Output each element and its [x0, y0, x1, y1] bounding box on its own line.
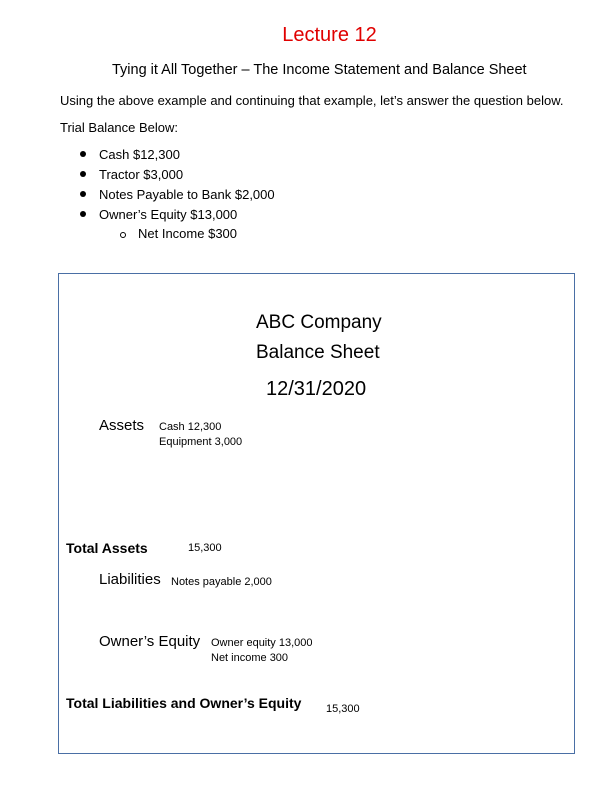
trial-balance-list: [78, 146, 275, 226]
page-subtitle: Tying it All Together – The Income Statement and Balance Sheet: [112, 62, 527, 78]
bullet-icon: [80, 171, 86, 177]
list-item: Notes Payable to Bank $2,000: [78, 186, 275, 206]
list-item: Cash $12,300: [78, 146, 275, 166]
bullet-icon: [80, 151, 86, 157]
trial-balance-label: Trial Balance Below:: [60, 120, 179, 135]
equity-item-net-income: Net income 300: [211, 652, 289, 664]
intro-paragraph: Using the above example and continuing that example, let’s answer the question below.: [60, 93, 564, 108]
sub-list-item: Net Income $300: [120, 226, 237, 241]
total-liabilities-equity-value: 15,300: [326, 703, 360, 715]
total-liabilities-equity-label: Total Liabilities and Owner’s Equity: [66, 695, 302, 711]
list-item: Owner’s Equity $13,000: [78, 206, 275, 226]
statement-name: Balance Sheet: [256, 342, 380, 363]
list-item: Tractor $3,000: [78, 166, 275, 186]
bullet-icon: [80, 211, 86, 217]
bullet-icon: [80, 191, 86, 197]
asset-item-equipment: Equipment 3,000: [159, 436, 243, 448]
liability-item: Notes payable 2,000: [171, 576, 272, 588]
total-assets-label: Total Assets: [66, 540, 148, 556]
hollow-bullet-icon: [120, 232, 126, 238]
page-title: Lecture 12: [282, 24, 377, 46]
assets-label: Assets: [99, 417, 145, 434]
equity-item-owner: Owner equity 13,000: [211, 637, 313, 649]
statement-date: 12/31/2020: [266, 378, 367, 400]
asset-item-cash: Cash 12,300: [159, 421, 222, 433]
company-name: ABC Company: [256, 312, 382, 333]
total-assets-value: 15,300: [188, 542, 222, 554]
liabilities-label: Liabilities: [99, 571, 161, 588]
equity-label: Owner’s Equity: [99, 633, 201, 650]
